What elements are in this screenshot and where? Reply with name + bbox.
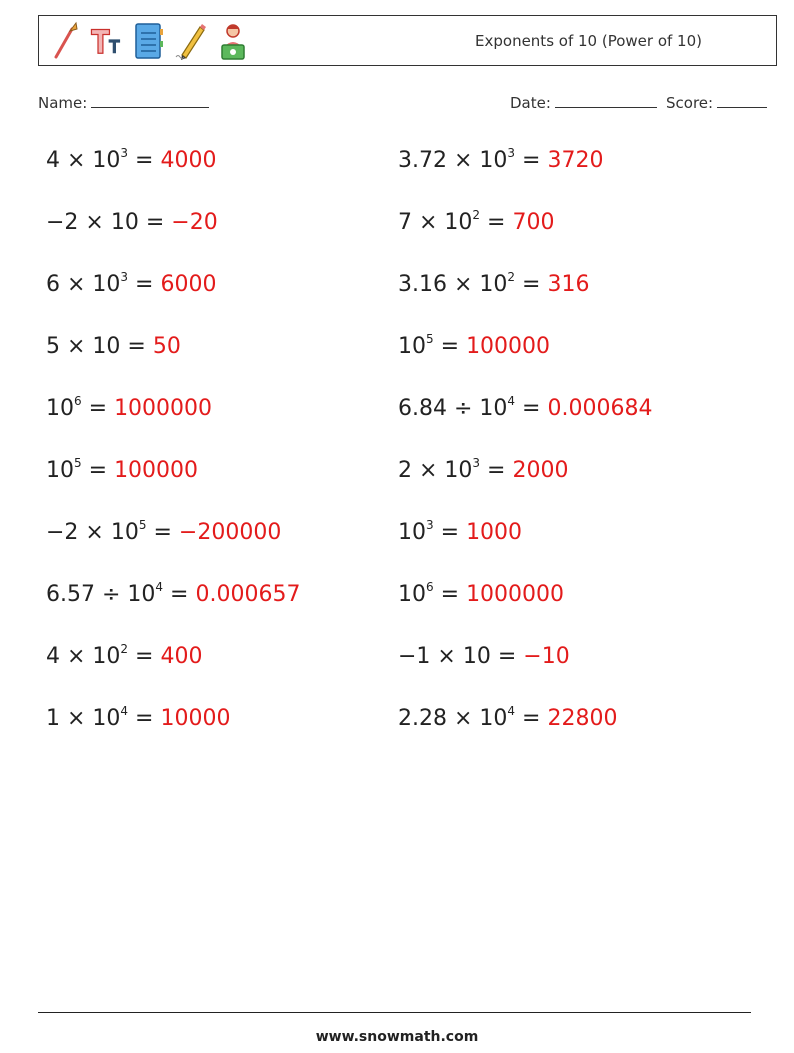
problem-answer: 316 [547,272,590,297]
problem-answer: −200000 [178,520,282,545]
problem-item [398,334,550,359]
equals-sign: = [128,272,161,297]
problem-expression: 4 × 10 [46,148,121,173]
problem-item [46,210,218,235]
problem-answer: 100000 [114,458,199,483]
exponent: 5 [426,332,434,346]
problem-expression: 4 × 10 [46,644,121,669]
problem-answer: 22800 [547,706,618,731]
score-field[interactable] [666,93,767,112]
worksheet-title: Exponents of 10 (Power of 10) [475,32,702,50]
notebook-icon [131,19,167,63]
date-field[interactable] [510,93,657,112]
problem-item [398,458,568,483]
exponent: 4 [507,704,516,718]
problem-answer: 1000 [466,520,523,545]
problem-item [46,396,212,421]
problem-answer: 1000000 [114,396,213,421]
equals-sign: = [81,396,115,421]
problem-expression: −2 × 10 [46,520,139,545]
equals-sign: = [163,582,196,607]
problem-item [46,272,216,297]
problem-item [46,520,281,545]
problem-item [398,210,554,235]
problem-expression: 2.28 × 10 [398,706,508,731]
pencil-icon [173,19,209,63]
problem-answer: 3720 [547,148,604,173]
problem-answer: −20 [171,210,218,235]
equals-sign: = [128,706,161,731]
problem-item [46,644,202,669]
problem-item [398,396,652,421]
problem-expression: 7 × 10 [398,210,473,235]
problem-item [398,582,564,607]
exponent: 6 [74,394,82,408]
problem-item [46,706,230,731]
paintbrush-icon [47,19,83,63]
problem-expression: 1 × 10 [46,706,121,731]
text-size-icon [89,19,125,63]
exponent: 2 [120,642,129,656]
problem-answer: 100000 [466,334,551,359]
problem-expression: 3.16 × 10 [398,272,508,297]
footer-divider [38,1012,751,1013]
problem-answer: 10000 [160,706,231,731]
date-label: Date: [510,94,551,112]
problem-expression: 10 [398,520,426,545]
problem-answer: −10 [523,644,570,669]
equals-sign: = [515,706,548,731]
exponent: 5 [74,456,82,470]
problem-item [46,334,181,359]
equals-sign: = [146,520,179,545]
problem-expression: 10 [398,582,426,607]
exponent: 6 [426,580,434,594]
equals-sign: = [480,210,513,235]
name-blank-line[interactable] [91,93,209,108]
equals-sign: = [120,334,153,359]
equals-sign: = [81,458,115,483]
problem-expression: 3.72 × 10 [398,148,508,173]
problem-answer: 1000000 [466,582,565,607]
name-label: Name: [38,94,88,112]
teacher-icon [215,19,251,63]
name-field[interactable] [38,93,209,112]
header-icons [47,19,251,63]
problem-answer: 700 [512,210,555,235]
equals-sign: = [515,396,548,421]
exponent: 4 [507,394,516,408]
equals-sign: = [515,272,548,297]
exponent: 4 [155,580,164,594]
problem-answer: 2000 [512,458,569,483]
equals-sign: = [515,148,548,173]
problem-item [398,520,522,545]
problem-expression: 6.84 ÷ 10 [398,396,508,421]
equals-sign: = [128,148,161,173]
date-blank-line[interactable] [555,93,657,108]
problem-item [398,706,617,731]
equals-sign: = [433,520,467,545]
problem-answer: 0.000684 [547,396,653,421]
score-blank-line[interactable] [717,93,767,108]
problem-item [46,148,216,173]
problem-answer: 4000 [160,148,217,173]
equals-sign: = [433,334,467,359]
problem-item [46,582,300,607]
problem-expression: 2 × 10 [398,458,473,483]
problem-expression: 6.57 ÷ 10 [46,582,156,607]
exponent: 3 [120,146,129,160]
equals-sign: = [128,644,161,669]
problem-item [398,644,570,669]
equals-sign: = [433,582,467,607]
exponent: 5 [138,518,147,532]
exponent: 2 [472,208,481,222]
problem-answer: 50 [152,334,181,359]
exponent: 3 [472,456,481,470]
problem-expression: 10 [398,334,426,359]
worksheet-header [38,15,777,66]
score-label: Score: [666,94,714,112]
exponent: 3 [507,146,516,160]
exponent: 3 [426,518,434,532]
footer-website: www.snowmath.com [315,1029,479,1045]
problem-expression: −2 × 10 [46,210,139,235]
problem-answer: 0.000657 [195,582,301,607]
exponent: 3 [120,270,129,284]
problem-answer: 6000 [160,272,217,297]
problem-expression: 6 × 10 [46,272,121,297]
problem-expression: 10 [46,396,74,421]
problem-expression: −1 × 10 [398,644,491,669]
problem-item [398,148,603,173]
equals-sign: = [138,210,172,235]
problem-item [398,272,589,297]
problem-item [46,458,198,483]
problem-answer: 400 [160,644,203,669]
equals-sign: = [490,644,524,669]
problem-expression: 5 × 10 [46,334,121,359]
exponent: 4 [120,704,129,718]
exponent: 2 [507,270,516,284]
equals-sign: = [480,458,513,483]
problem-expression: 10 [46,458,74,483]
